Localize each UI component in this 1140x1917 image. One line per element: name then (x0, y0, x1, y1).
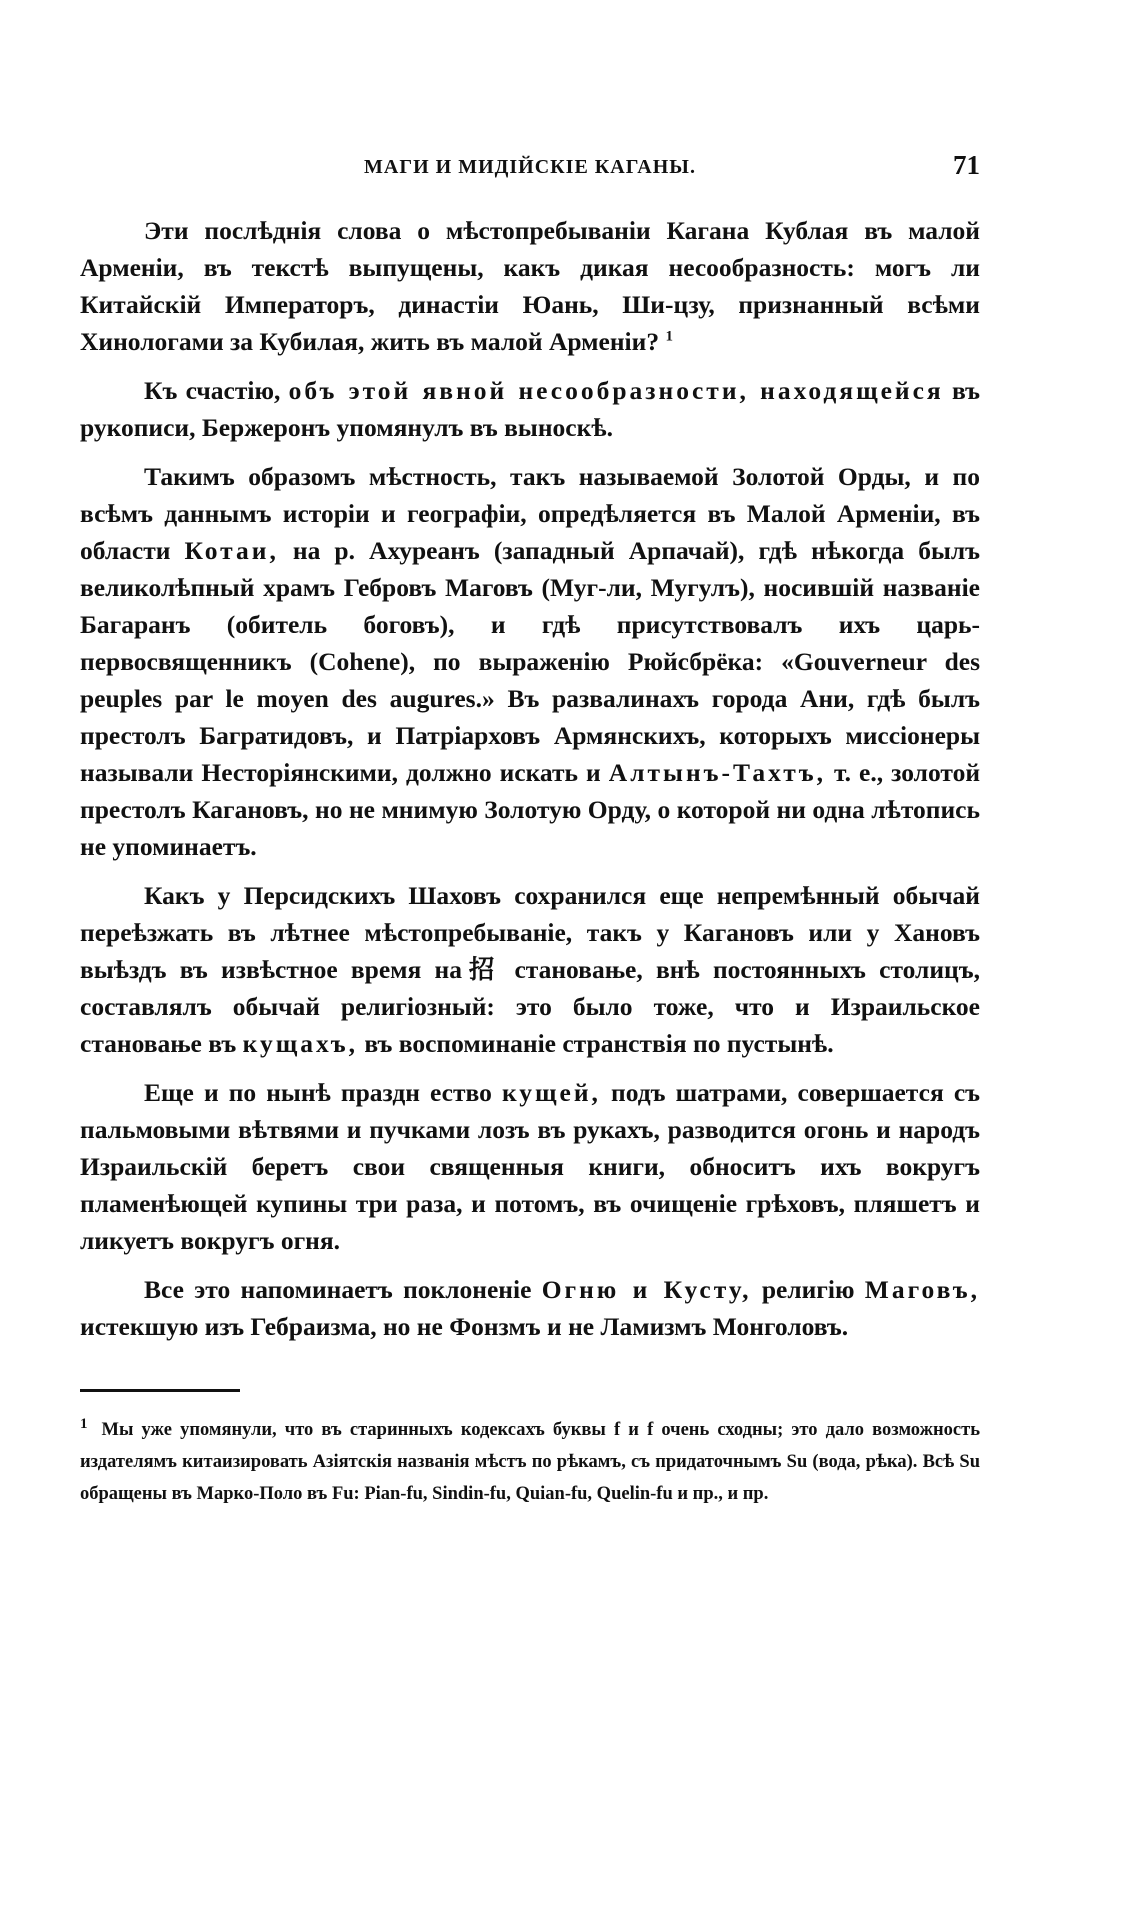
paragraph-2 (80, 372, 980, 446)
paragraph-4-text-start: Какъ у Персидскихъ Шаховъ сохранился еще непремѣнный обычай переѣзжать въ лѣтнее мѣстопребываніе, такъ у Кагановъ или у Хановъ выѣздъ въ извѣстное время на招 становање, внѣ постоянныхъ столицъ, составлялъ обычай религіозный: это было тоже, что и Израильское становање въ (80, 881, 980, 1058)
paragraph-6-spaced-fire-bush: Огню и Кусту, (541, 1275, 752, 1304)
paragraph-3-spaced-kotai: Котаи, (184, 536, 279, 565)
footnote (80, 1414, 980, 1510)
paragraph-4 (80, 877, 980, 1062)
running-title: МАГИ И МИДІЙСКІЕ КАГАНЫ. (364, 156, 696, 178)
paragraph-4-text-end: въ воспоминаніе странствія по пустынѣ. (364, 1029, 834, 1058)
paragraph-5-spaced-text: кущей, (501, 1078, 601, 1107)
running-header (80, 150, 980, 190)
footnote-text: Мы уже упомянули, что въ старинныхъ кодексахъ буквы f и f очень сходны; это дало возможность издателямъ китаизировать Азіятскія названія мѣстъ по рѣкамъ, съ придаточнымъ Su (вода, рѣка). Всѣ Su обращены въ Марко-Поло въ Fu: Pian-fu, Sindin-fu, Quian-fu, Quelin-fu и пр., и пр. (80, 1420, 980, 1504)
paragraph-6-spaced-magi: Маговъ, (864, 1275, 981, 1304)
footnote-marker: 1 (80, 1415, 88, 1432)
paragraph-1-text: Эти послѣднія слова о мѣстопребываніи Кагана Кублая въ малой Арменіи, въ текстѣ выпущены, какъ дикая несообразность: могъ ли Китайскій Императоръ, династіи Юань, Ши-цзу, признанный всѣми Хинологами за Кубилая, жить въ малой Арменіи? (80, 216, 980, 356)
footnote-reference: 1 (665, 328, 673, 345)
book-page (80, 150, 980, 1510)
page-number: 71 (953, 150, 980, 180)
paragraph-2-text-end: въ рукописи, Бержеронъ упомянулъ въ выноскѣ. (80, 376, 981, 442)
paragraph-3-text-end: т. е., золотой престолъ Кагановъ, но не мнимую Золотую Орду, о которой ни одна лѣтопись не упоминаетъ. (80, 758, 981, 861)
paragraph-6 (80, 1271, 980, 1345)
paragraph-2-spaced-text: объ этой явной несообразности, находящейся (288, 376, 944, 405)
paragraph-3-text-middle: на р. Ахуреанъ (западный Арпачай), гдѣ нѣкогда былъ великолѣпный храмъ Гебровъ Маговъ (Муг-ли, Мугулъ), носившій названіе Багаранъ (обитель боговъ), и гдѣ присутствовалъ ихъ царь-первосвященникъ (Cohene), по выраженію Рюйсбрёка: «Gouverneur des peuples par le moyen des augures.» Въ развалинахъ города Ани, гдѣ былъ престолъ Багратидовъ, и Патріарховъ Армянскихъ, которыхъ миссіонеры называли Несторіянскими, должно искать и (80, 536, 981, 787)
paragraph-4-spaced-text: кущахъ, (242, 1029, 359, 1058)
paragraph-2-text-start: Къ счастію, (144, 376, 281, 405)
footnote-divider (80, 1389, 240, 1392)
paragraph-6-text-middle: религію (761, 1275, 855, 1304)
paragraph-5-text-start: Еще и по нынѣ праздн ество (144, 1078, 492, 1107)
paragraph-3-text-start: Такимъ образомъ мѣстность, такъ называемой Золотой Орды, и по всѣмъ даннымъ исторіи и географіи, опредѣляется въ Малой Арменіи, въ области (80, 462, 980, 565)
paragraph-5 (80, 1074, 980, 1259)
paragraph-5-text-end: подъ шатрами, совершается съ пальмовыми вѣтвями и пучками лозъ въ рукахъ, разводится огонь и народъ Израильскій беретъ свои священныя книги, обноситъ ихъ вокругъ пламенѣющей купины три раза, и потомъ, въ очищеніе грѣховъ, пляшетъ и ликуетъ вокругъ огня. (80, 1078, 981, 1255)
body-text (80, 212, 980, 1345)
paragraph-3-spaced-altyn-takht: Алтынъ-Тахтъ, (608, 758, 826, 787)
paragraph-6-text-end: истекшую изъ Гебраизма, но не Фонзмъ и не Ламизмъ Монголовъ. (80, 1312, 849, 1341)
paragraph-1 (80, 212, 980, 360)
paragraph-6-text-start: Все это напоминаетъ поклоненіе (144, 1275, 532, 1304)
paragraph-3 (80, 458, 980, 865)
